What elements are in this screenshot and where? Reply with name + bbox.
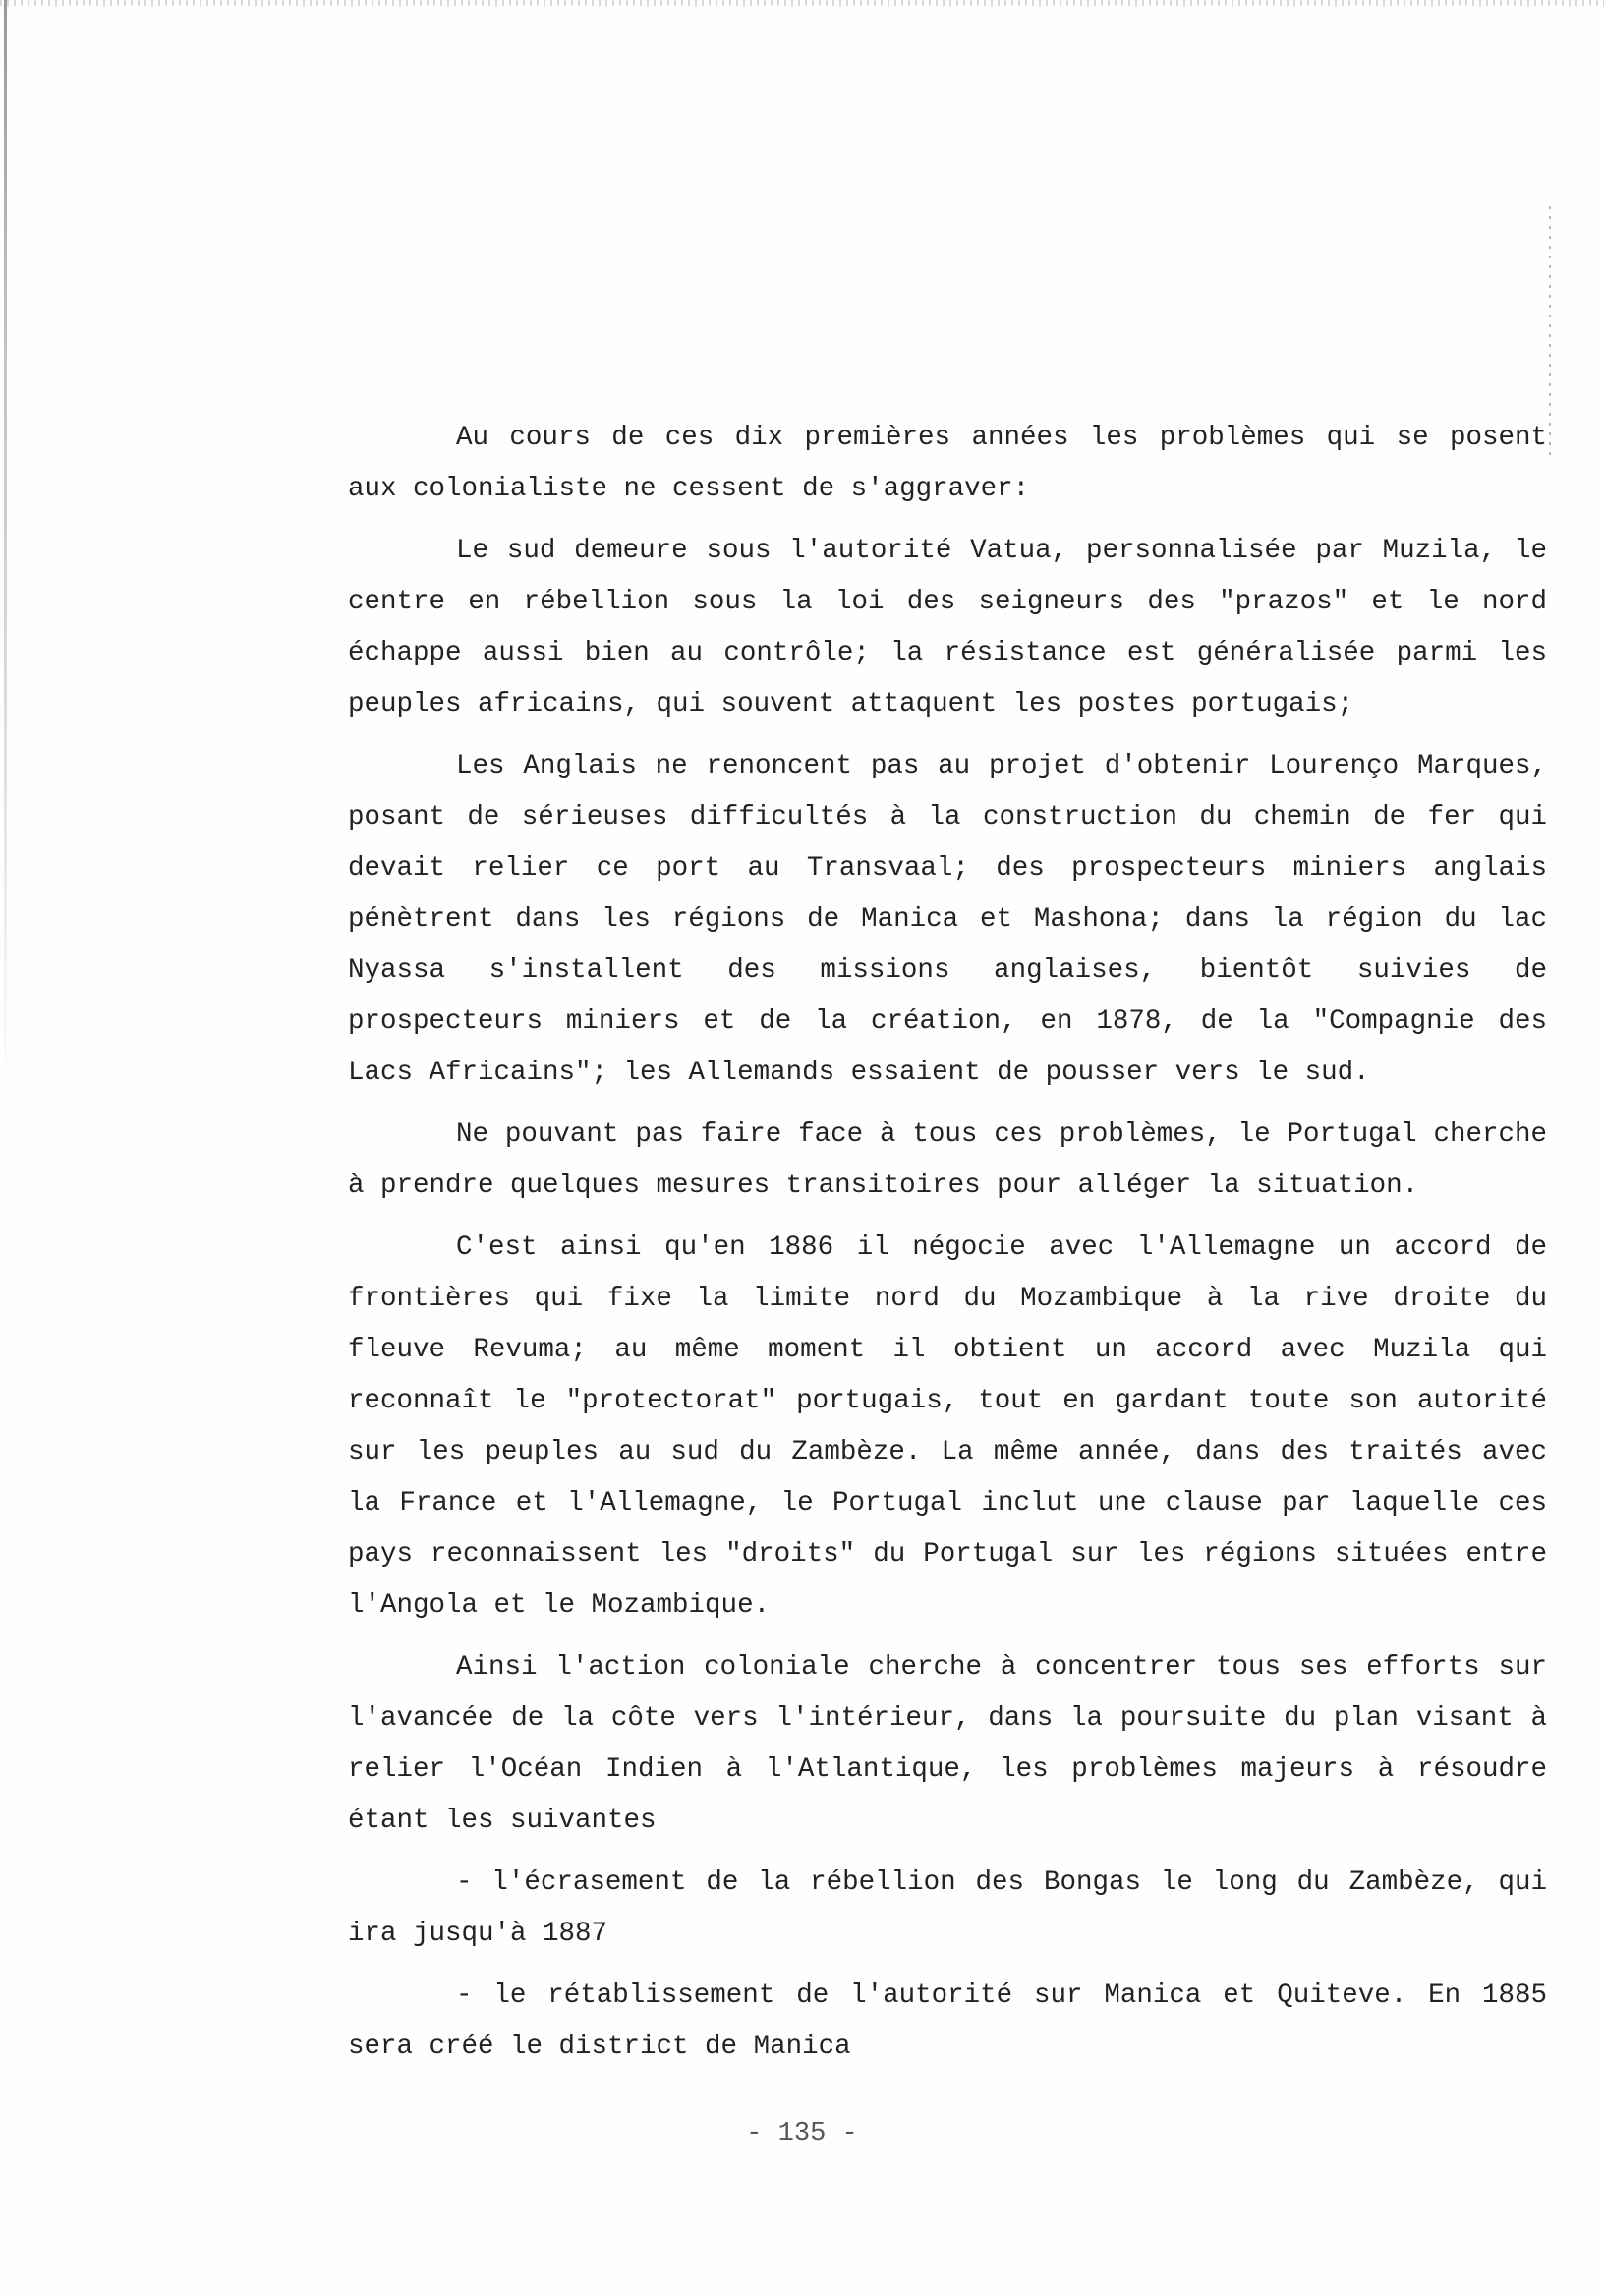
paragraph-4: Ne pouvant pas faire face à tous ces problèmes, le Portugal cherche à prendre quelques mesures transitoires pour alléger la situation. (348, 1119, 1547, 1201)
body-text (348, 413, 1547, 2084)
paragraph-6: Ainsi l'action coloniale cherche à concentrer tous ses efforts sur l'avancée de la côte vers l'intérieur, dans la poursuite du plan visant à relier l'Océan Indien à l'Atlantique, les problèmes majeurs à résoudre étant les suivantes (348, 1652, 1547, 1836)
scan-right-marks (1549, 206, 1551, 462)
paragraph-5: C'est ainsi qu'en 1886 il négocie avec l'Allemagne un accord de frontières qui fixe la limite nord du Mozambique à la rive droite du fleuve Revuma; au même moment il obtient un accord avec Muzila qui reconnaît le "protectorat" portugais, tout en gardant toute son autorité sur les peuples au sud du Zambèze. La même année, dans des traités avec la France et l'Allemagne, le Portugal inclut une clause par laquelle ces pays reconnaissent les "droits" du Portugal sur les régions situées entre l'Angola et le Mozambique. (348, 1233, 1547, 1621)
paragraph-3: Les Anglais ne renoncent pas au projet d'obtenir Lourenço Marques, posant de sérieuses difficultés à la construction du chemin de fer qui devait relier ce port au Transvaal; des prospecteurs miniers anglais pénètrent dans les régions de Manica et Mashona; dans la région du lac Nyassa s'installent des missions anglaises, bientôt suivies de prospecteurs miniers et de la création, en 1878, de la "Compagnie des Lacs Africains"; les Allemands essaient de pousser vers le sud. (348, 751, 1547, 1088)
paragraph-2: Le sud demeure sous l'autorité Vatua, personnalisée par Muzila, le centre en rébellion sous la loi des seigneurs des "prazos" et le nord échappe aussi bien au contrôle; la résistance est généralisée parmi les peuples africains, qui souvent attaquent les postes portugais; (348, 536, 1547, 719)
page-number: - 135 - (746, 2119, 858, 2149)
paragraph-1: Au cours de ces dix premières années les problèmes qui se posent aux colonialiste ne cessent de s'aggraver: (348, 423, 1547, 504)
list-item-2: - le rétablissement de l'autorité sur Manica et Quiteve. En 1885 sera créé le district de Manica (348, 1980, 1547, 2062)
list-item-1: - l'écrasement de la rébellion des Bongas le long du Zambèze, qui ira jusqu'à 1887 (348, 1867, 1547, 1949)
scan-top-edge (0, 0, 1604, 6)
scan-left-edge (4, 0, 7, 1101)
